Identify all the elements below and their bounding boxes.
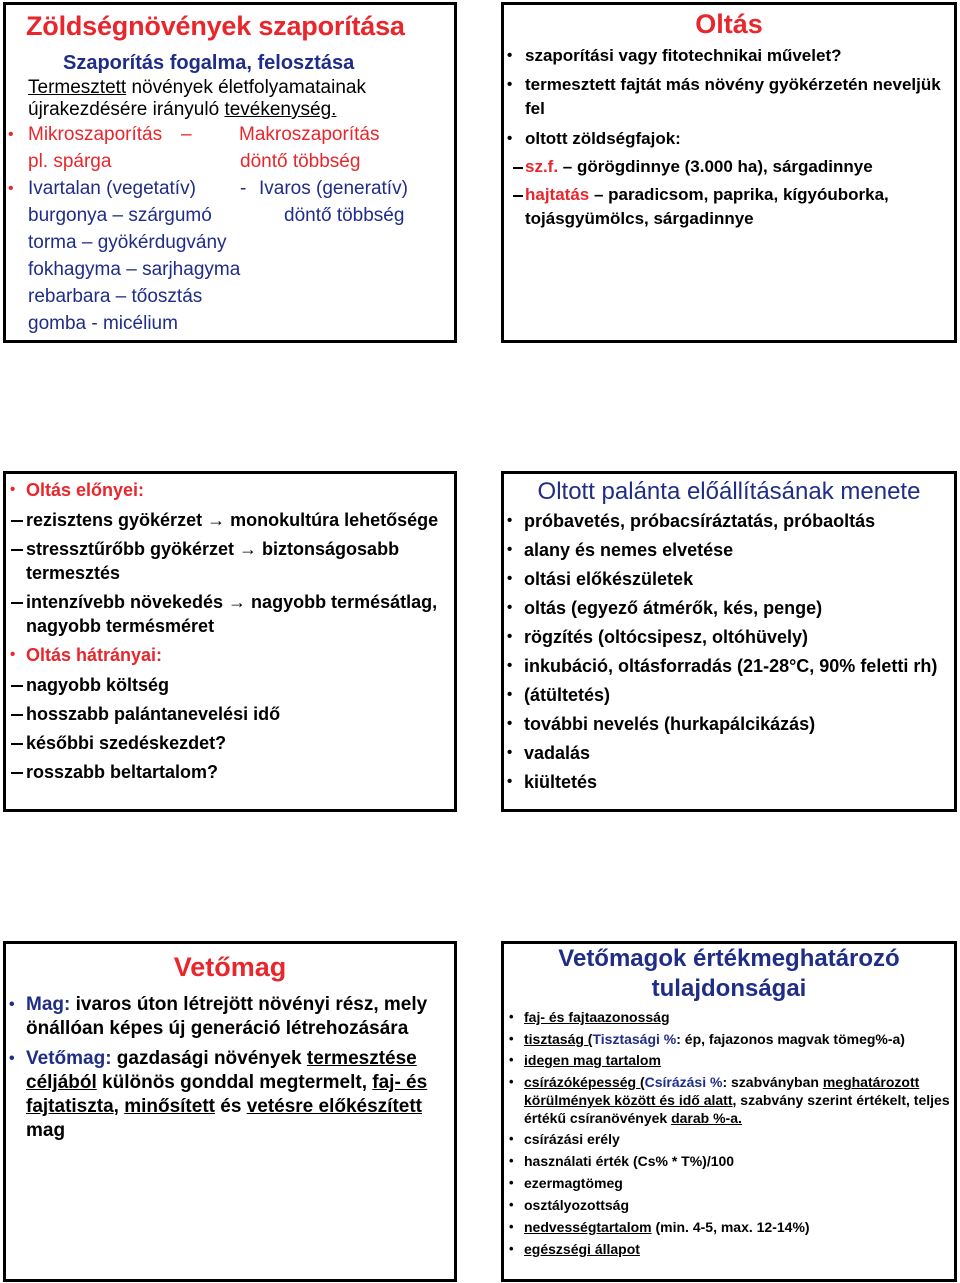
- slide-oltas-elonyei: [3, 471, 457, 812]
- term-label: Mag:: [26, 994, 71, 1015]
- example-text: burgonya – szárgumó: [28, 205, 212, 226]
- list-item: • oltott zöldségfajok:: [525, 127, 954, 151]
- example-row: [28, 202, 454, 229]
- list-item: rosszabb beltartalom?: [26, 760, 454, 784]
- sub-item: [525, 183, 954, 231]
- list-item: • oltás (egyező átmérők, kés, penge): [524, 596, 954, 620]
- term-definition: mag: [26, 1120, 66, 1141]
- list-item: • próbavetés, próbacsíráztatás, próbaoltás: [524, 509, 954, 533]
- example-row: torma – gyökérdugvány: [28, 232, 227, 253]
- term-definition: és: [214, 1096, 247, 1117]
- definition-keyword: Termesztett: [28, 77, 127, 98]
- list-item: hosszabb palántanevelési idő: [26, 702, 454, 726]
- bullet-mikro-makro: [28, 121, 454, 148]
- list-item: • ezermagtömeg: [524, 1174, 954, 1192]
- list-item: • inkubáció, oltásforradás (21-28°C, 90% feletti rh): [524, 654, 954, 678]
- list-item: • csírázási erély: [524, 1130, 954, 1148]
- property-text: , szabvány szerint értékelt, teljes értékű csíranövények: [524, 1092, 950, 1126]
- slide-title: Vetőmag: [173, 952, 287, 982]
- list-item: • kiültetés: [524, 770, 954, 794]
- property-text: (min. 4-5, max. 12-14%): [651, 1219, 810, 1235]
- list-item: • további nevelés (hurkapálcikázás): [524, 712, 954, 736]
- list-item: • osztályozottság: [524, 1196, 954, 1214]
- term-definition: gazdasági növények: [111, 1048, 307, 1069]
- example-text: döntő többség: [240, 151, 361, 172]
- list-item: stressztűrőbb gyökérzet → biztonságosabb termesztés: [26, 537, 454, 585]
- list-item: • egészségi állapot: [524, 1240, 954, 1258]
- cons-heading: • Oltás hátrányai:: [26, 643, 454, 667]
- definition-text: újrakezdésére irányuló: [28, 99, 225, 120]
- pros-heading: • Oltás előnyei:: [26, 478, 454, 502]
- term-keyword: termesztése céljából: [26, 1048, 417, 1093]
- list-item: későbbi szedéskezdet?: [26, 731, 454, 755]
- dash: -: [240, 178, 247, 199]
- example-row: [28, 148, 454, 175]
- property-text: darab %-a.: [671, 1110, 742, 1126]
- makro-label: Makroszaporítás: [239, 124, 380, 145]
- list-item: • vadalás: [524, 741, 954, 765]
- definition-line: [28, 77, 454, 99]
- sub-item-text: – görögdinnye (3.000 ha), sárgadinnye: [558, 157, 873, 176]
- list-item: nagyobb költség: [26, 673, 454, 697]
- slide-oltott-palanta: [501, 471, 957, 812]
- mikro-label: Mikroszaporítás: [28, 124, 163, 145]
- property-text: : ép, fajazonos magvak tömeg%-a): [676, 1031, 905, 1047]
- example-row: gomba - micélium: [28, 313, 178, 334]
- term-definition: különös gonddal megtermelt,: [96, 1072, 373, 1093]
- example-text: döntő többség: [284, 205, 405, 226]
- sub-item: [525, 155, 954, 179]
- slide-vetomag-tulajdonsagai: [501, 941, 957, 1282]
- list-item-mag: [26, 993, 454, 1041]
- list-item-vetomag: [26, 1047, 454, 1143]
- property-text: meghatározott körülmények között és idő alatt: [524, 1074, 920, 1108]
- slide-title: Oltott palánta előállításának menete: [537, 478, 921, 505]
- slide-title: Oltás: [695, 9, 763, 39]
- property-metric: Csírázási %: [644, 1074, 723, 1090]
- definition-text: növények életfolyamatainak: [126, 77, 366, 98]
- sub-item-text: – paradicsom, paprika, kígyóuborka, tojásgyümölcs, sárgadinnye: [525, 185, 889, 228]
- list-item: [524, 1030, 954, 1048]
- list-item: • oltási előkészületek: [524, 567, 954, 591]
- definition-keyword: tevékenység.: [224, 99, 337, 120]
- property-text: : szabványban: [722, 1074, 823, 1090]
- example-row: rebarbara – tőosztás: [28, 286, 203, 307]
- term-definition: ,: [113, 1096, 125, 1117]
- slide-subtitle: Szaporítás fogalma, felosztása: [63, 52, 355, 74]
- definition-line: [28, 99, 454, 121]
- list-item: • faj- és fajtaazonosság: [524, 1008, 954, 1026]
- term-keyword: vetésre előkészített: [246, 1096, 423, 1117]
- property-name: nedvességtartalom: [524, 1219, 652, 1235]
- list-item: rezisztens gyökérzet → monokultúra lehetősége: [26, 508, 454, 532]
- list-item: • termesztett fajtát más növény gyökérzetén neveljük fel: [525, 73, 954, 121]
- example-row: fokhagyma – sarjhagyma: [28, 259, 241, 280]
- list-item: • használati érték (Cs% * T%)/100: [524, 1152, 954, 1170]
- slide-title: Zöldségnövények szaporítása: [26, 11, 405, 41]
- example-text: pl. spárga: [28, 151, 112, 172]
- term-definition: ivaros úton létrejött növényi rész, mely önállóan képes új generáció létrehozására: [26, 994, 428, 1039]
- list-item: intenzívebb növekedés → nagyobb termésátlag, nagyobb termésméret: [26, 590, 454, 638]
- list-item: • (átültetés): [524, 683, 954, 707]
- sub-item-label: sz.f.: [525, 157, 559, 176]
- term-keyword: minősített: [124, 1096, 215, 1117]
- slide-vetomag: [3, 941, 457, 1282]
- property-name: tisztaság (: [524, 1031, 593, 1047]
- list-item: [524, 1073, 954, 1127]
- sub-item-label: hajtatás: [525, 185, 590, 204]
- dash: –: [181, 124, 192, 145]
- list-item: • idegen mag tartalom: [524, 1051, 954, 1069]
- list-item: • rögzítés (oltócsipesz, oltóhüvely): [524, 625, 954, 649]
- slide-szaporitas: [3, 2, 457, 343]
- term-label: Vetőmag:: [26, 1048, 112, 1069]
- ivartalan-label: Ivartalan (vegetatív): [28, 178, 196, 199]
- term-keyword: faj- és fajtatiszta: [26, 1072, 428, 1117]
- property-name: csírázóképesség (: [524, 1074, 645, 1090]
- list-item: [524, 1218, 954, 1236]
- property-metric: Tisztasági %: [592, 1031, 677, 1047]
- slide-oltas: [501, 2, 957, 343]
- list-item: • alany és nemes elvetése: [524, 538, 954, 562]
- ivaros-label: Ivaros (generatív): [259, 178, 408, 199]
- bullet-ivartalan-ivaros: [28, 175, 454, 202]
- list-item: • szaporítási vagy fitotechnikai művelet?: [525, 44, 954, 68]
- slide-title: Vetőmagok értékmeghatározó tulajdonságai: [558, 945, 900, 1002]
